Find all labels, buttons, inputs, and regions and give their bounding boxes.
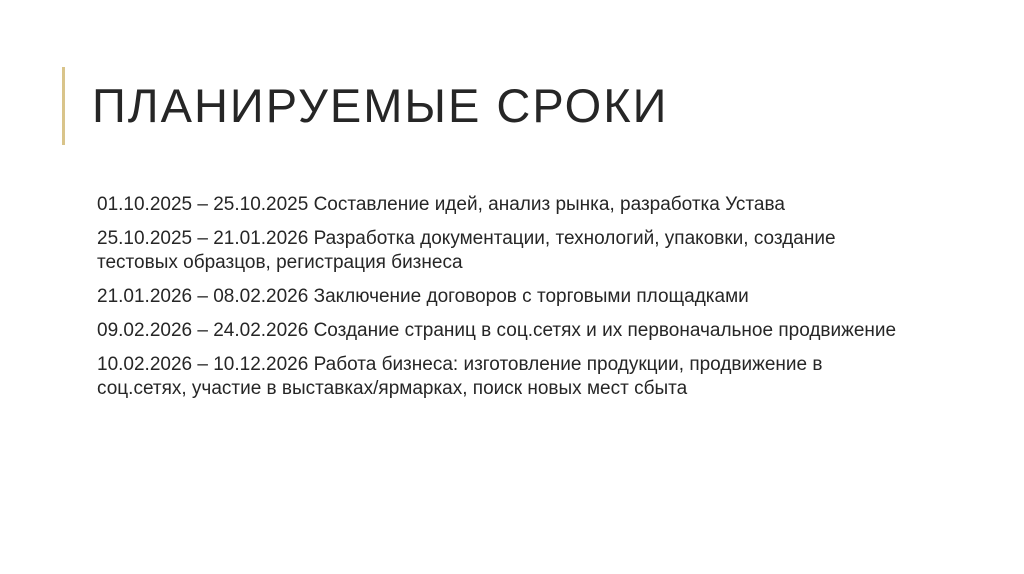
timeline-item: 25.10.2025 – 21.01.2026 Разработка документации, технологий, упаковки, создание тестовых образцов, регистрация бизнеса bbox=[97, 228, 836, 273]
slide-title: ПЛАНИРУЕМЫЕ СРОКИ bbox=[92, 79, 669, 132]
timeline-item: 10.02.2026 – 10.12.2026 Работа бизнеса: изготовление продукции, продвижение в соц.сетях, участие в выставках/ярмарках, поиск новых мест сбыта bbox=[97, 354, 823, 399]
timeline-item: 21.01.2026 – 08.02.2026 Заключение договоров с торговыми площадками bbox=[97, 286, 749, 307]
timeline-item: 09.02.2026 – 24.02.2026 Создание страниц в соц.сетях и их первоначальное продвижение bbox=[97, 320, 897, 341]
timeline-item: 01.10.2025 – 25.10.2025 Составление идей, анализ рынка, разработка Устава bbox=[97, 194, 785, 215]
title-accent-bar bbox=[62, 67, 65, 145]
timeline-list bbox=[97, 193, 897, 411]
